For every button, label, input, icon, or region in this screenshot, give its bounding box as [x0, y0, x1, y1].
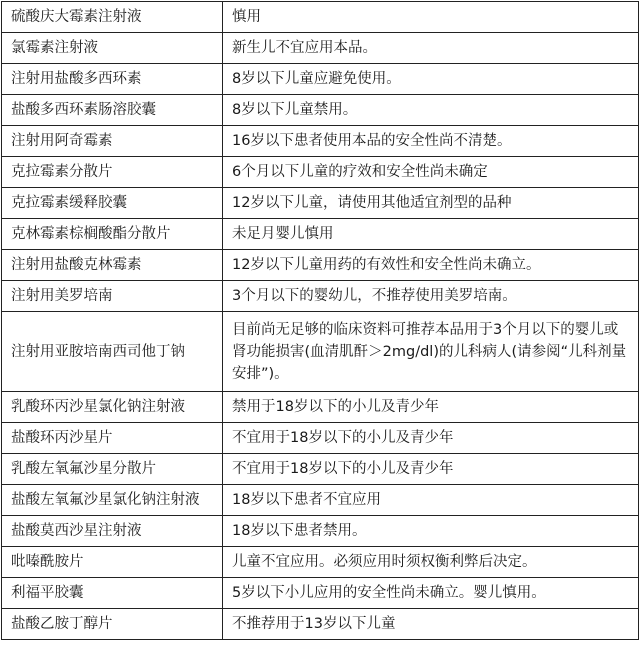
usage-note-cell: 未足月婴儿慎用	[223, 219, 639, 250]
table-row	[2, 516, 639, 547]
table-row	[2, 188, 639, 219]
usage-note-cell: 不推荐用于13岁以下儿童	[223, 609, 639, 640]
drug-name-cell: 克林霉素棕榈酸酯分散片	[2, 219, 223, 250]
usage-note-cell: 不宜用于18岁以下的小儿及青少年	[223, 454, 639, 485]
table-row	[2, 219, 639, 250]
usage-note-cell: 5岁以下小儿应用的安全性尚未确立。婴儿慎用。	[223, 578, 639, 609]
drug-name-cell: 盐酸多西环素肠溶胶囊	[2, 95, 223, 126]
drug-name-cell: 乳酸左氧氟沙星分散片	[2, 454, 223, 485]
usage-note-cell: 禁用于18岁以下的小儿及青少年	[223, 392, 639, 423]
table-row	[2, 454, 639, 485]
usage-note-cell: 12岁以下儿童用药的有效性和安全性尚未确立。	[223, 250, 639, 281]
usage-note-cell: 6个月以下儿童的疗效和安全性尚未确定	[223, 157, 639, 188]
table-row	[2, 64, 639, 95]
usage-note-cell: 儿童不宜应用。必须应用时须权衡利弊后决定。	[223, 547, 639, 578]
table-row	[2, 312, 639, 392]
drug-name-cell: 克拉霉素缓释胶囊	[2, 188, 223, 219]
drug-name-cell: 克拉霉素分散片	[2, 157, 223, 188]
table-row	[2, 392, 639, 423]
table-row	[2, 578, 639, 609]
usage-note-cell: 8岁以下儿童禁用。	[223, 95, 639, 126]
usage-note-cell: 8岁以下儿童应避免使用。	[223, 64, 639, 95]
usage-note-cell: 目前尚无足够的临床资料可推荐本品用于3个月以下的婴儿或肾功能损害(血清肌酐＞2mg/dl)的儿科病人(请参阅“儿科剂量安排”)。	[223, 312, 639, 392]
drug-name-cell: 乳酸环丙沙星氯化钠注射液	[2, 392, 223, 423]
drug-pediatric-table	[1, 1, 639, 640]
drug-name-cell: 注射用美罗培南	[2, 281, 223, 312]
table-row	[2, 485, 639, 516]
table-row	[2, 281, 639, 312]
table-row	[2, 547, 639, 578]
drug-name-cell: 注射用盐酸多西环素	[2, 64, 223, 95]
drug-name-cell: 注射用盐酸克林霉素	[2, 250, 223, 281]
table-row	[2, 609, 639, 640]
drug-name-cell: 利福平胶囊	[2, 578, 223, 609]
usage-note-cell: 不宜用于18岁以下的小儿及青少年	[223, 423, 639, 454]
drug-name-cell: 硫酸庆大霉素注射液	[2, 2, 223, 33]
drug-name-cell: 盐酸左氧氟沙星氯化钠注射液	[2, 485, 223, 516]
drug-name-cell: 盐酸乙胺丁醇片	[2, 609, 223, 640]
table-row	[2, 157, 639, 188]
usage-note-cell: 16岁以下患者使用本品的安全性尚不清楚。	[223, 126, 639, 157]
usage-note-cell: 12岁以下儿童，请使用其他适宜剂型的品种	[223, 188, 639, 219]
usage-note-cell: 3个月以下的婴幼儿，不推荐使用美罗培南。	[223, 281, 639, 312]
drug-name-cell: 吡嗪酰胺片	[2, 547, 223, 578]
table-row	[2, 95, 639, 126]
table-row	[2, 250, 639, 281]
table-row	[2, 33, 639, 64]
table-row	[2, 126, 639, 157]
table-row	[2, 423, 639, 454]
usage-note-cell: 18岁以下患者禁用。	[223, 516, 639, 547]
drug-name-cell: 盐酸环丙沙星片	[2, 423, 223, 454]
drug-name-cell: 注射用阿奇霉素	[2, 126, 223, 157]
drug-name-cell: 注射用亚胺培南西司他丁钠	[2, 312, 223, 392]
usage-note-cell: 新生儿不宜应用本品。	[223, 33, 639, 64]
drug-name-cell: 盐酸莫西沙星注射液	[2, 516, 223, 547]
drug-name-cell: 氯霉素注射液	[2, 33, 223, 64]
table-row	[2, 2, 639, 33]
usage-note-cell: 18岁以下患者不宜应用	[223, 485, 639, 516]
usage-note-cell: 慎用	[223, 2, 639, 33]
